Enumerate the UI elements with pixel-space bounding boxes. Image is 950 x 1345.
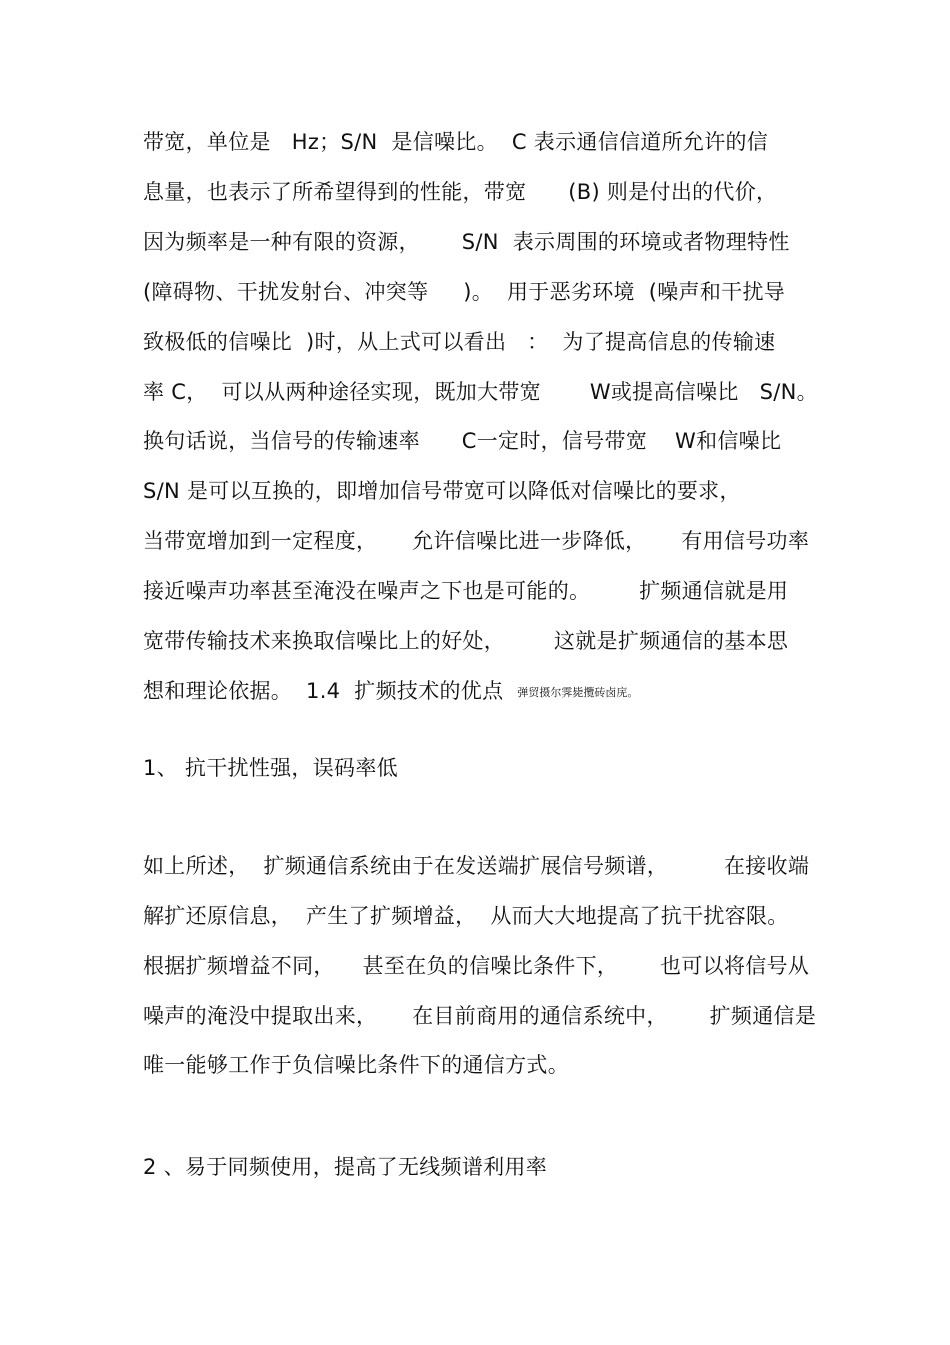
paragraph-line: 当带宽增加到一定程度， 允许信噪比进一步降低， 有用信号功率 — [143, 529, 810, 553]
paragraph-line: 致极低的信噪比 )时，从上式可以看出 ： 为了提高信息的传输速 — [143, 330, 776, 354]
paragraph-line: (障碍物、干扰发射台、冲突等 )。 用于恶劣环境 (噪声和干扰导 — [143, 280, 786, 304]
section-heading: 2 、易于同频使用，提高了无线频谱利用率 — [143, 1155, 548, 1179]
paragraph-line: 宽带传输技术来换取信噪比上的好处， 这就是扩频通信的基本思 — [143, 629, 789, 653]
paragraph-line: 率 C， 可以从两种途径实现，既加大带宽 W或提高信噪比 S/N。 — [143, 380, 818, 404]
paragraph-line: 唯一能够工作于负信噪比条件下的通信方式。 — [143, 1053, 569, 1077]
paragraph-line: 噪声的淹没中提取出来， 在目前商用的通信系统中， 扩频通信是 — [143, 1004, 817, 1028]
paragraph-line: 带宽，单位是 Hz；S/N 是信噪比。 C 表示通信信道所允许的信 — [143, 130, 769, 154]
paragraph-line: 如上所述， 扩频通信系统由于在发送端扩展信号频谱， 在接收端 — [143, 854, 810, 878]
paragraph-line-with-watermark — [143, 676, 638, 708]
paragraph-line: 根据扩频增益不同， 甚至在负的信噪比条件下， 也可以将信号从 — [143, 954, 810, 978]
paragraph-line: 解扩还原信息， 产生了扩频增益， 从而大大地提高了抗干扰容限。 — [143, 904, 789, 928]
section-heading: 1、 抗干扰性强，误码率低 — [143, 756, 398, 780]
paragraph-line: 接近噪声功率甚至淹没在噪声之下也是可能的。 扩频通信就是用 — [143, 579, 789, 603]
paragraph-line: 换句话说，当信号的传输速率 C一定时，信号带宽 W和信噪比 — [143, 429, 782, 453]
watermark-text: 弹贸摄尔霁毙攬砖卤庑。 — [517, 686, 639, 699]
paragraph-line: 因为频率是一种有限的资源， S/N 表示周围的环境或者物理特性 — [143, 230, 790, 254]
paragraph-line: 息量，也表示了所希望得到的性能，带宽 (B) 则是付出的代价， — [143, 180, 778, 204]
paragraph-line: S/N 是可以互换的，即增加信号带宽可以降低对信噪比的要求， — [143, 479, 741, 503]
paragraph-line: 想和理论依据。 1.4 扩频技术的优点 — [143, 679, 518, 703]
